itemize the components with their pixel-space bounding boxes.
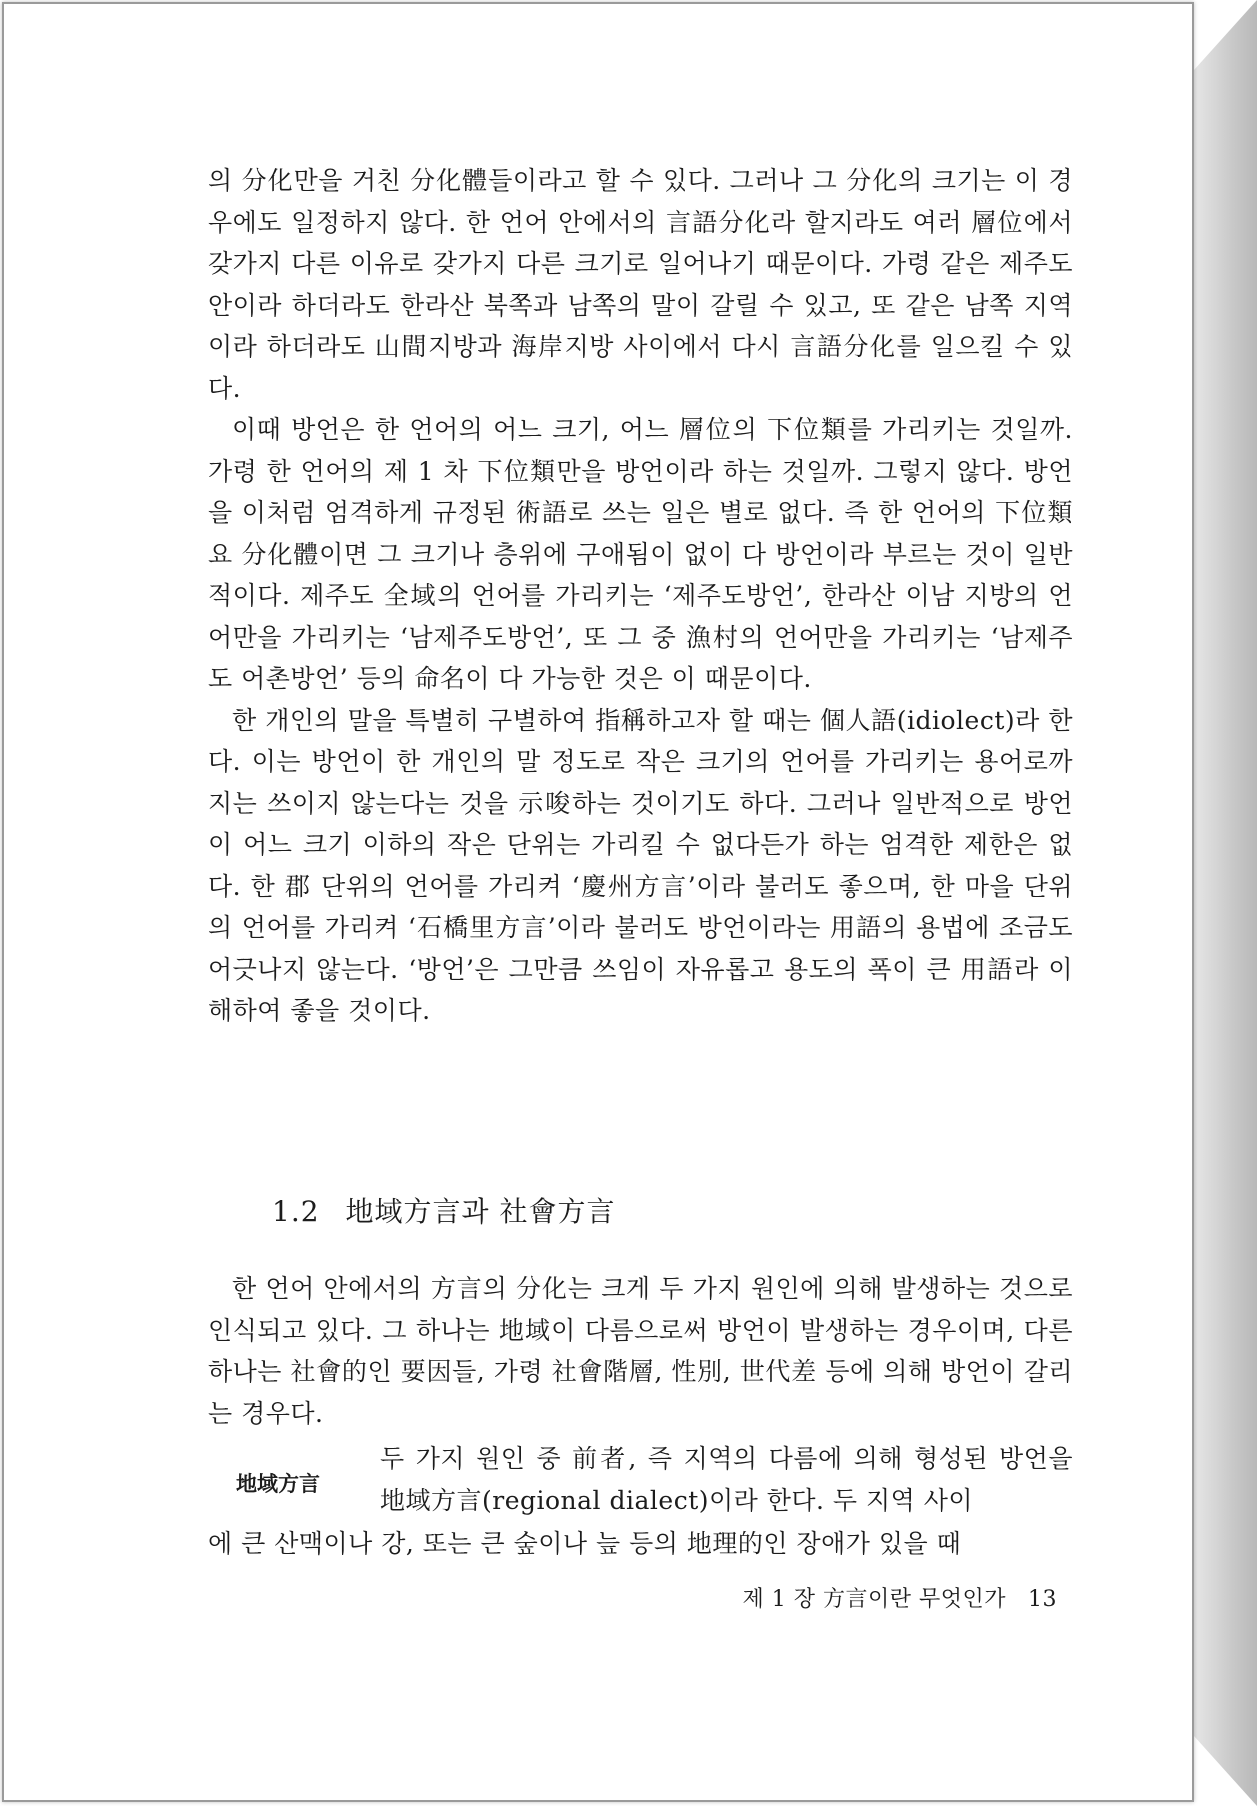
chapter-title: 제 1 장 方言이란 무엇인가 xyxy=(742,1587,1006,1612)
main-text-block xyxy=(208,160,1073,1032)
continuation-line: 에 큰 산맥이나 강, 또는 큰 숲이나 늪 등의 地理的인 장애가 있을 때 xyxy=(208,1529,962,1558)
paragraph-1: 의 分化만을 거친 分化體들이라고 할 수 있다. 그러나 그 分化의 크기는 이 경우에도 일정하지 않다. 한 언어 안에서의 言語分化라 할지라도 여러 層位에서 갖가지 다른 이유로 갖가지 다른 크기로 일어나기 때문이다. 가령 같은 제주도 안이라 하더라도 한라산 북쪽과 남쪽의 말이 갈릴 수 있고, 또 같은 남쪽 지역이라 하더라도 山間지방과 海岸지방 사이에서 다시 言語分化를 일으킬 수 있다. xyxy=(208,166,1073,403)
section-title: 地域方言과 社會方言 xyxy=(345,1195,616,1228)
paragraph-3: 한 개인의 말을 특별히 구별하여 指稱하고자 할 때는 個人語(idiolect)라 한다. 이는 방언이 한 개인의 말 정도로 작은 크기의 언어를 가리키는 용어로까지는 쓰이지 않는다는 것을 示唆하는 것이기도 하다. 그러나 일반적으로 방언이 어느 크기 이하의 작은 단위는 가리킬 수 없다든가 하는 엄격한 제한은 없다. 한 郡 단위의 언어를 가리켜 ‘慶州方言’이라 불러도 좋으며, 한 마을 단위의 언어를 가리켜 ‘石橋里方言’이라 불러도 방언이라는 用語의 용법에 조금도 어긋나지 않는다. ‘방언’은 그만큼 쓰임이 자유롭고 용도의 폭이 큰 用語라 이해하여 좋을 것이다. xyxy=(208,705,1073,1025)
page-stack-edge xyxy=(1194,0,1257,1806)
section-paragraph: 한 언어 안에서의 方言의 分化는 크게 두 가지 원인에 의해 발생하는 것으로 인식되고 있다. 그 하나는 地域이 다름으로써 방언이 발생하는 경우이며, 다른 하나는 社會的인 要因들, 가령 社會階層, 性別, 世代差 등에 의해 방언이 갈리는 경우다. xyxy=(208,1274,1073,1428)
section-text-block xyxy=(208,1268,1073,1434)
section-heading xyxy=(272,1190,615,1230)
paragraph-2: 이때 방언은 한 언어의 어느 크기, 어느 層位의 下位類를 가리키는 것일까. 가령 한 언어의 제 1 차 下位類만을 방언이라 하는 것일까. 그렇지 않다. 방언을 이처럼 엄격하게 규정된 術語로 쓰는 일은 별로 없다. 즉 한 언어의 下位類요 分化體이면 그 크기나 층위에 구애됨이 없이 다 방언이라 부르는 것이 일반적이다. 제주도 全域의 언어를 가리키는 ‘제주도방언’, 한라산 이남 지방의 언어만을 가리키는 ‘남제주도방언’, 또 그 중 漁村의 언어만을 가리키는 ‘남제주도 어촌방언’ 등의 命名이 다 가능한 것은 이 때문이다. xyxy=(208,415,1073,693)
section-number: 1.2 xyxy=(272,1195,320,1228)
running-footer xyxy=(743,1582,1058,1613)
page-number: 13 xyxy=(1028,1587,1057,1612)
side-paragraph: 두 가지 원인 중 前者, 즉 지역의 다름에 의해 형성된 방언을 地域方言(regional dialect)이라 한다. 두 지역 사이 xyxy=(380,1444,1073,1515)
margin-note: 地域方言 xyxy=(236,1472,320,1496)
